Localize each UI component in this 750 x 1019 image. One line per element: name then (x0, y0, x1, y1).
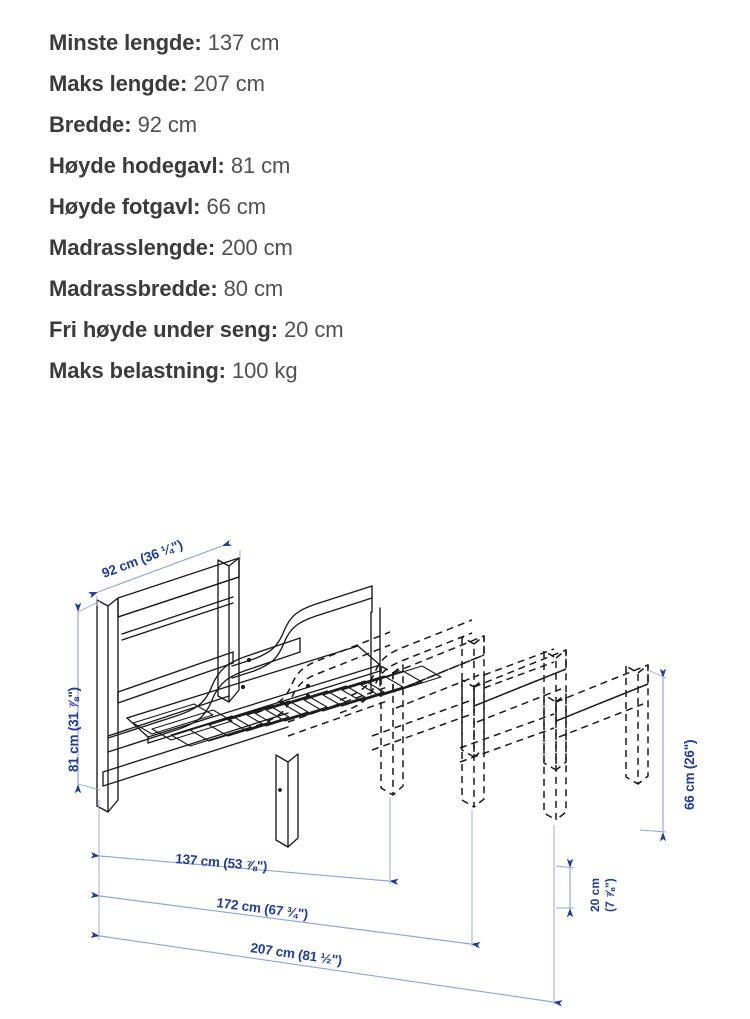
label-clearance-20-line1: 20 cm (588, 877, 602, 912)
spec-row (49, 309, 709, 350)
spec-row (49, 268, 709, 309)
spec-row (49, 104, 709, 145)
spec-row (49, 145, 709, 186)
spec-label: Minste lengde: (49, 30, 202, 55)
label-width-92: 92 cm (36 ¼") (99, 537, 185, 581)
label-length-207: 207 cm (81 ½") (249, 940, 343, 969)
spec-row (49, 63, 709, 104)
spec-value: 81 cm (230, 153, 291, 178)
spec-label: Maks lengde: (49, 71, 188, 96)
spec-row (49, 186, 709, 227)
spec-value: 80 cm (223, 276, 284, 301)
label-length-172: 172 cm (67 ¾") (215, 895, 309, 922)
specification-list (49, 22, 709, 391)
spec-row (49, 22, 709, 63)
spec-label: Høyde hodegavl: (49, 153, 225, 178)
spec-label: Høyde fotgavl: (49, 194, 201, 219)
spec-value: 200 cm (221, 235, 293, 260)
label-height-66: 66 cm (26") (682, 739, 697, 810)
spec-value: 66 cm (206, 194, 266, 219)
spec-value: 92 cm (137, 112, 197, 137)
label-clearance-20-line2: (7 ⅞") (603, 878, 617, 912)
spec-label: Madrasslengde: (49, 235, 216, 260)
label-length-137: 137 cm (53 ⅞") (174, 851, 268, 875)
spec-value: 137 cm (207, 30, 280, 55)
spec-label: Bredde: (49, 112, 132, 137)
spec-label: Maks belastning: (49, 358, 226, 383)
spec-label: Fri høyde under seng: (49, 317, 278, 342)
spec-value: 100 kg (232, 358, 298, 383)
spec-row (49, 227, 709, 268)
bed-dimension-diagram (0, 500, 750, 1019)
spec-label: Madrassbredde: (49, 276, 218, 301)
label-height-81: 81 cm (31 ⅞") (66, 687, 81, 772)
spec-value: 207 cm (193, 71, 265, 96)
spec-value: 20 cm (284, 317, 344, 342)
spec-row (49, 350, 709, 391)
